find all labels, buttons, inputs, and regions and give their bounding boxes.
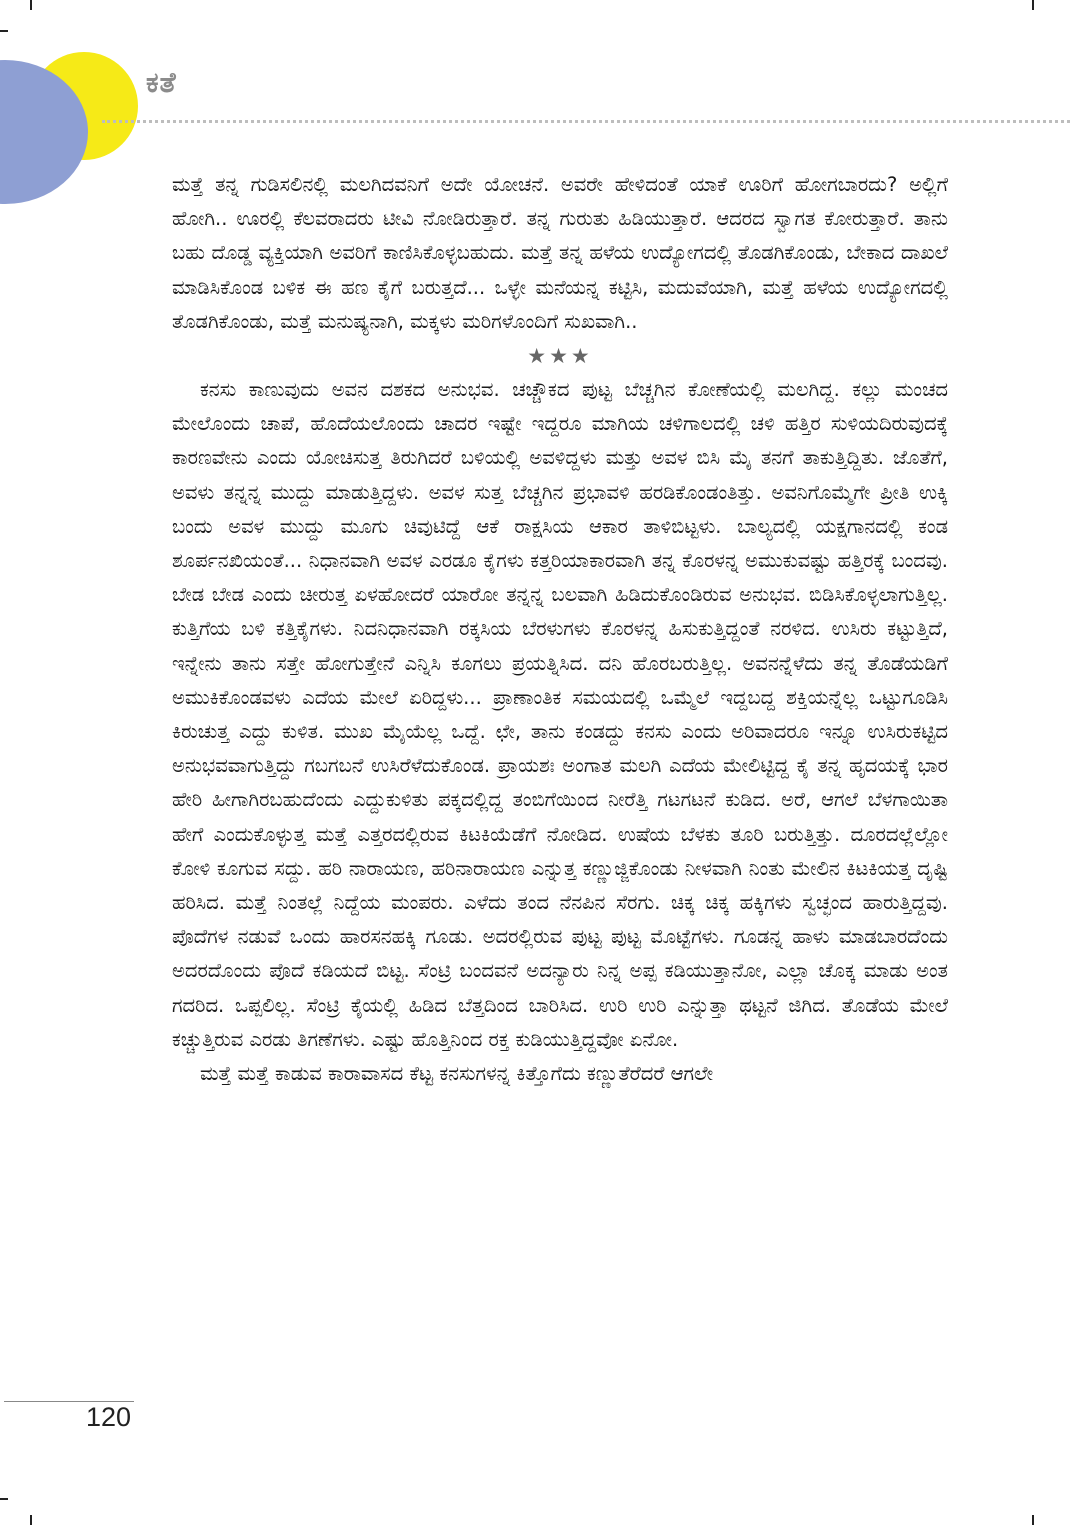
crop-mark-left-bottom [0, 1498, 8, 1500]
page-number: 120 [86, 1402, 132, 1432]
story-text [172, 168, 948, 1091]
crop-mark-left-top [0, 30, 8, 32]
section-title: ಕತೆ [146, 66, 177, 99]
crop-mark-top-left [30, 0, 32, 10]
crop-mark-bottom-right [1032, 1515, 1034, 1525]
crop-mark-bottom-left [30, 1515, 32, 1525]
paragraph: ಮತ್ತೆ ಮತ್ತೆ ಕಾಡುವ ಕಾರಾವಾಸದ ಕೆಟ್ಟ ಕನಸುಗಳನ್ನ ಕಿತ್ತೊಗೆದು ಕಣ್ಣುತೆರೆದರೆ ಆಗಲೇ [200, 1062, 714, 1086]
paragraph: ಕನಸು ಕಾಣುವುದು ಅವನ ದಶಕದ ಅನುಭವ. ಚಚ್ಚೌಕದ ಪುಟ್ಟ ಬೆಚ್ಚಗಿನ ಕೋಣೆಯಲ್ಲಿ ಮಲಗಿದ್ದ. ಕಲ್ಲು ಮಂಚದ ಮೇಲೊಂದು ಚಾಪೆ, ಹೊದೆಯಲೊಂದು ಚಾದರ ಇಷ್ಟೇ ಇದ್ದರೂ ಮಾಗಿಯ ಚಳಿಗಾಲದಲ್ಲಿ ಚಳಿ ಹತ್ತಿರ ಸುಳಿಯದಿರುವುದಕ್ಕೆ ಕಾರಣವೇನು ಎಂದು ಯೋಚಿಸುತ್ತ ತಿರುಗಿದರೆ ಬಳಿಯಲ್ಲಿ ಅವಳಿದ್ದಳು ಮತ್ತು ಅವಳ ಬಿಸಿ ಮೈ ತನಗೆ ತಾಕುತ್ತಿದ್ದಿತು. ಜೊತೆಗೆ, ಅವಳು ತನ್ನನ್ನ ಮುದ್ದು ಮಾಡುತ್ತಿದ್ದಳು. ಅವಳ ಸುತ್ತ ಬೆಚ್ಚಗಿನ ಪ್ರಭಾವಳಿ ಹರಡಿಕೊಂಡಂತಿತ್ತು. ಅವನಿಗೊಮ್ಮೆಗೇ ಪ್ರೀತಿ ಉಕ್ಕಿ ಬಂದು ಅವಳ ಮುದ್ದು ಮೂಗು ಚಿವುಟಿದ್ದೆ ಆಕೆ ರಾಕ್ಷಸಿಯ ಆಕಾರ ತಾಳಿಬಿಟ್ಟಳು. ಬಾಲ್ಯದಲ್ಲಿ ಯಕ್ಷಗಾನದಲ್ಲಿ ಕಂಡ ಶೂರ್ಪನಖಿಯಂತೆ... ನಿಧಾನವಾಗಿ ಅವಳ ಎರಡೂ ಕೈಗಳು ಕತ್ತರಿಯಾಕಾರವಾಗಿ ತನ್ನ ಕೊರಳನ್ನ ಅಮುಕುವಷ್ಟು ಹತ್ತಿರಕ್ಕೆ ಬಂದವು. ಬೇಡ ಬೇಡ ಎಂದು ಚೀರುತ್ತ ಏಳಹೋದರೆ ಯಾರೋ ತನ್ನನ್ನ ಬಲವಾಗಿ ಹಿಡಿದುಕೊಂಡಿರುವ ಅನುಭವ. ಬಿಡಿಸಿಕೊಳ್ಳಲಾಗುತ್ತಿಲ್ಲ. ಕುತ್ತಿಗೆಯ ಬಳಿ ಕತ್ತಿಕೈಗಳು. ನಿದನಿಧಾನವಾಗಿ ರಕ್ಕಸಿಯ ಬೆರಳುಗಳು ಕೊರಳನ್ನ ಹಿಸುಕುತ್ತಿದ್ದಂತೆ ನರಳಿದ. ಉಸಿರು ಕಟ್ಟುತ್ತಿದೆ, ಇನ್ನೇನು ತಾನು ಸತ್ತೇ ಹೋಗುತ್ತೇನೆ ಎನ್ನಿಸಿ ಕೂಗಲು ಪ್ರಯತ್ನಿಸಿದ. ದನಿ ಹೊರಬರುತ್ತಿಲ್ಲ. ಅವನನ್ನೆಳೆದು ತನ್ನ ತೊಡೆಯಡಿಗೆ ಅಮುಕಿಕೊಂಡವಳು ಎದೆಯ ಮೇಲೆ ಏರಿದ್ದಳು... ಪ್ರಾಣಾಂತಿಕ ಸಮಯದಲ್ಲಿ ಒಮ್ಮೆಲೆ ಇದ್ದಬದ್ದ ಶಕ್ತಿಯನ್ನೆಲ್ಲ ಒಟ್ಟುಗೂಡಿಸಿ ಕಿರುಚುತ್ತ ಎದ್ದು ಕುಳಿತ. ಮುಖ ಮೈಯೆಲ್ಲ ಒದ್ದೆ. ಛೇ, ತಾನು ಕಂಡದ್ದು ಕನಸು ಎಂದು ಅರಿವಾದರೂ ಇನ್ನೂ ಉಸಿರುಕಟ್ಟಿದ ಅನುಭವವಾಗುತ್ತಿದ್ದು ಗಬಗಬನೆ ಉಸಿರೆಳೆದುಕೊಂಡ. ಪ್ರಾಯಶಃ ಅಂಗಾತ ಮಲಗಿ ಎದೆಯ ಮೇಲಿಟ್ಟಿದ್ದ ಕೈ ತನ್ನ ಹೃದಯಕ್ಕೆ ಭಾರ ಹೇರಿ ಹೀಗಾಗಿರಬಹುದೆಂದು ಎದ್ದುಕುಳಿತು ಪಕ್ಕದಲ್ಲಿದ್ದ ತಂಬಿಗೆಯಿಂದ ನೀರೆತ್ತಿ ಗಟಗಟನೆ ಕುಡಿದ. ಅರೆ, ಆಗಲೆ ಬೆಳಗಾಯಿತಾ ಹೇಗೆ ಎಂದುಕೊಳ್ಳುತ್ತ ಮತ್ತೆ ಎತ್ತರದಲ್ಲಿರುವ ಕಿಟಕಿಯೆಡೆಗೆ ನೋಡಿದ. ಉಷೆಯ ಬೆಳಕು ತೂರಿ ಬರುತ್ತಿತ್ತು. ದೂರದಲ್ಲೆಲ್ಲೋ ಕೋಳಿ ಕೂಗುವ ಸದ್ದು. ಹರಿ ನಾರಾಯಣ, ಹರಿನಾರಾಯಣ ಎನ್ನುತ್ತ ಕಣ್ಣುಜ್ಜಿಕೊಂಡು ನೀಳವಾಗಿ ನಿಂತು ಮೇಲಿನ ಕಿಟಕಿಯತ್ತ ದೃಷ್ಟಿ ಹರಿಸಿದ. ಮತ್ತೆ ನಿಂತಲ್ಲೆ ನಿದ್ದೆಯ ಮಂಪರು. ಎಳೆದು ತಂದ ನೆನಪಿನ ಸೆರಗು. ಚಿಕ್ಕ ಚಿಕ್ಕ ಹಕ್ಕಿಗಳು ಸ್ವಚ್ಛಂದ ಹಾರುತ್ತಿದ್ದವು. ಪೊದೆಗಳ ನಡುವೆ ಒಂದು ಹಾರಸನಹಕ್ಕಿ ಗೂಡು. ಅದರಲ್ಲಿರುವ ಪುಟ್ಟ ಪುಟ್ಟ ಮೊಟ್ಟೆಗಳು. ಗೂಡನ್ನ ಹಾಳು ಮಾಡಬಾರದೆಂದು ಅದರದೊಂದು ಪೊದೆ ಕಡಿಯದೆ ಬಿಟ್ಟ. ಸೆಂಟ್ರಿ ಬಂದವನೆ ಅದನ್ಯಾರು ನಿನ್ನ ಅಪ್ಪ ಕಡಿಯುತ್ತಾನೋ, ಎಲ್ಲಾ ಚೊಕ್ಕ ಮಾಡು ಅಂತ ಗದರಿದ. ಒಪ್ಪಲಿಲ್ಲ. ಸೆಂಟ್ರಿ ಕೈಯಲ್ಲಿ ಹಿಡಿದ ಬೆತ್ತದಿಂದ ಬಾರಿಸಿದ. ಉರಿ ಉರಿ ಎನ್ನುತ್ತಾ ಥಟ್ಟನೆ ಜಿಗಿದ. ತೊಡೆಯ ಮೇಲೆ ಕಚ್ಚುತ್ತಿರುವ ಎರಡು ತಿಗಣೆಗಳು. ಎಷ್ಟು ಹೊತ್ತಿನಿಂದ ರಕ್ತ ಕುಡಿಯುತ್ತಿದ್ದವೋ ಏನೋ. [172, 378, 948, 1051]
paragraph: ಮತ್ತೆ ತನ್ನ ಗುಡಿಸಲಿನಲ್ಲಿ ಮಲಗಿದವನಿಗೆ ಅದೇ ಯೋಚನೆ. ಅವರೇ ಹೇಳಿದಂತೆ ಯಾಕೆ ಊರಿಗೆ ಹೋಗಬಾರದು? ಅಲ್ಲಿಗೆ ಹೋಗಿ.. ಊರಲ್ಲಿ ಕೆಲವರಾದರು ಟೀವಿ ನೋಡಿರುತ್ತಾರೆ. ತನ್ನ ಗುರುತು ಹಿಡಿಯುತ್ತಾರೆ. ಆದರದ ಸ್ವಾಗತ ಕೋರುತ್ತಾರೆ. ತಾನು ಬಹು ದೊಡ್ಡ ವ್ಯಕ್ತಿಯಾಗಿ ಅವರಿಗೆ ಕಾಣಿಸಿಕೊಳ್ಳಬಹುದು. ಮತ್ತೆ ತನ್ನ ಹಳೆಯ ಉದ್ಯೋಗದಲ್ಲಿ ತೊಡಗಿಕೊಂಡು, ಬೇಕಾದ ದಾಖಲೆ ಮಾಡಿಸಿಕೊಂಡ ಬಳಿಕ ಈ ಹಣ ಕೈಗೆ ಬರುತ್ತದೆ... ಒಳ್ಳೇ ಮನೆಯನ್ನ ಕಟ್ಟಿಸಿ, ಮದುವೆಯಾಗಿ, ಮತ್ತೆ ಹಳೆಯ ಉದ್ಯೋಗದಲ್ಲಿ ತೊಡಗಿಕೊಂಡು, ಮತ್ತೆ ಮನುಷ್ಯನಾಗಿ, ಮಕ್ಕಳು ಮರಿಗಳೊಂದಿಗೆ ಸುಖವಾಗಿ.. [172, 173, 948, 333]
crop-mark-top-right [1032, 0, 1034, 10]
header-dotted-rule [102, 120, 1070, 123]
section-separator: ★★★ [527, 344, 593, 369]
